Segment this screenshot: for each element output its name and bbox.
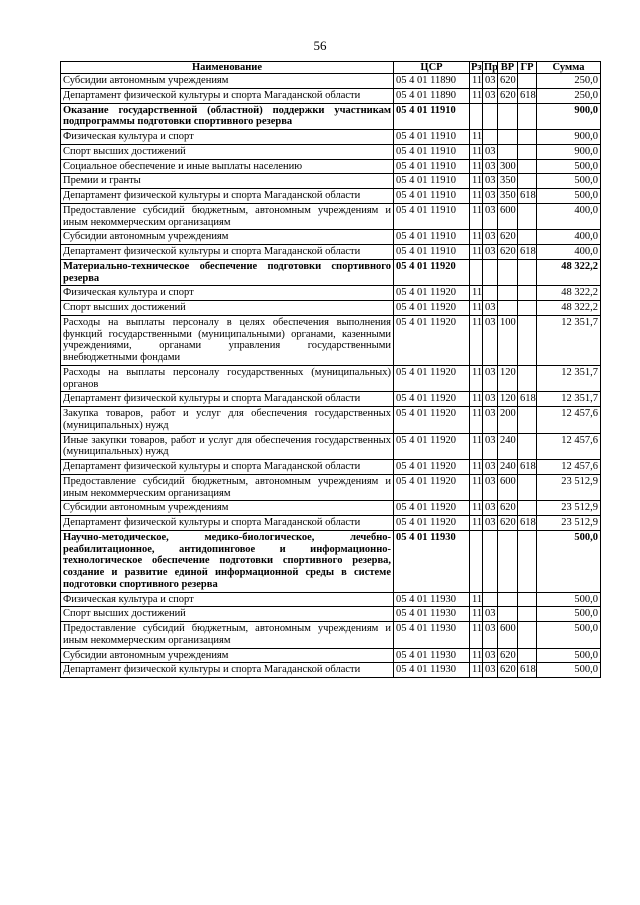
cell-sum: 12 457,6 xyxy=(537,407,601,434)
cell-gr xyxy=(518,259,537,286)
cell-name: Материально-техническое обеспечение подготовки спортивного резерва xyxy=(61,259,394,286)
table-row xyxy=(61,259,601,286)
cell-vr: 620 xyxy=(498,648,518,663)
budget-table xyxy=(60,61,601,678)
cell-gr xyxy=(518,286,537,301)
cell-sum: 12 351,7 xyxy=(537,315,601,365)
cell-csr: 05 4 01 11930 xyxy=(394,530,470,592)
cell-pr: 03 xyxy=(483,88,498,103)
cell-gr xyxy=(518,501,537,516)
cell-gr xyxy=(518,474,537,501)
cell-rz: 11 xyxy=(470,516,483,531)
cell-vr: 600 xyxy=(498,474,518,501)
cell-gr xyxy=(518,530,537,592)
cell-gr xyxy=(518,407,537,434)
cell-sum: 23 512,9 xyxy=(537,516,601,531)
cell-vr: 620 xyxy=(498,74,518,89)
cell-name: Департамент физической культуры и спорта Магаданской области xyxy=(61,392,394,407)
cell-name: Премии и гранты xyxy=(61,174,394,189)
cell-rz: 11 xyxy=(470,159,483,174)
cell-rz xyxy=(470,103,483,130)
table-row xyxy=(61,663,601,678)
table-row xyxy=(61,474,601,501)
cell-gr: 618 xyxy=(518,189,537,204)
cell-rz: 11 xyxy=(470,648,483,663)
cell-rz: 11 xyxy=(470,433,483,460)
cell-pr: 03 xyxy=(483,392,498,407)
cell-vr: 620 xyxy=(498,245,518,260)
cell-rz: 11 xyxy=(470,144,483,159)
cell-csr: 05 4 01 11920 xyxy=(394,301,470,316)
cell-name: Физическая культура и спорт xyxy=(61,592,394,607)
cell-gr: 618 xyxy=(518,663,537,678)
cell-gr xyxy=(518,301,537,316)
cell-csr: 05 4 01 11930 xyxy=(394,592,470,607)
table-row xyxy=(61,174,601,189)
cell-csr: 05 4 01 11920 xyxy=(394,259,470,286)
cell-csr: 05 4 01 11910 xyxy=(394,159,470,174)
cell-sum: 12 351,7 xyxy=(537,365,601,392)
cell-rz: 11 xyxy=(470,245,483,260)
cell-rz: 11 xyxy=(470,315,483,365)
cell-name: Предоставление субсидий бюджетным, автономным учреждениям и иным некоммерческим организациям xyxy=(61,474,394,501)
cell-vr: 240 xyxy=(498,433,518,460)
cell-sum: 250,0 xyxy=(537,74,601,89)
cell-vr: 350 xyxy=(498,174,518,189)
cell-csr: 05 4 01 11930 xyxy=(394,607,470,622)
table-row xyxy=(61,530,601,592)
cell-pr: 03 xyxy=(483,174,498,189)
cell-vr: 100 xyxy=(498,315,518,365)
cell-vr: 620 xyxy=(498,516,518,531)
header-csr: ЦСР xyxy=(394,62,470,74)
cell-name: Предоставление субсидий бюджетным, автономным учреждениям и иным некоммерческим организациям xyxy=(61,622,394,649)
cell-gr xyxy=(518,315,537,365)
cell-vr: 600 xyxy=(498,203,518,230)
cell-rz: 11 xyxy=(470,607,483,622)
cell-vr xyxy=(498,103,518,130)
cell-pr: 03 xyxy=(483,433,498,460)
cell-rz xyxy=(470,530,483,592)
cell-gr: 618 xyxy=(518,88,537,103)
cell-pr: 03 xyxy=(483,189,498,204)
cell-gr: 618 xyxy=(518,516,537,531)
cell-csr: 05 4 01 11920 xyxy=(394,501,470,516)
cell-pr: 03 xyxy=(483,407,498,434)
table-row xyxy=(61,607,601,622)
header-gr: ГР xyxy=(518,62,537,74)
cell-vr: 620 xyxy=(498,663,518,678)
cell-vr: 620 xyxy=(498,501,518,516)
cell-pr: 03 xyxy=(483,516,498,531)
cell-name: Расходы на выплаты персоналу в целях обеспечения выполнения функций государственными (муниципальными) органами, казенными учреждениями, органами управления государственными внебюджетными фондами xyxy=(61,315,394,365)
header-sum: Сумма xyxy=(537,62,601,74)
cell-gr xyxy=(518,433,537,460)
cell-rz: 11 xyxy=(470,301,483,316)
cell-csr: 05 4 01 11890 xyxy=(394,74,470,89)
cell-gr: 618 xyxy=(518,392,537,407)
cell-sum: 23 512,9 xyxy=(537,474,601,501)
cell-sum: 48 322,2 xyxy=(537,301,601,316)
cell-gr: 618 xyxy=(518,245,537,260)
cell-csr: 05 4 01 11920 xyxy=(394,407,470,434)
cell-vr xyxy=(498,592,518,607)
table-row xyxy=(61,392,601,407)
cell-name: Спорт высших достижений xyxy=(61,144,394,159)
cell-pr: 03 xyxy=(483,315,498,365)
cell-rz: 11 xyxy=(470,88,483,103)
table-row xyxy=(61,301,601,316)
cell-rz: 11 xyxy=(470,174,483,189)
table-row xyxy=(61,648,601,663)
cell-csr: 05 4 01 11920 xyxy=(394,433,470,460)
cell-csr: 05 4 01 11910 xyxy=(394,130,470,145)
cell-csr: 05 4 01 11930 xyxy=(394,648,470,663)
cell-pr: 03 xyxy=(483,230,498,245)
cell-gr xyxy=(518,130,537,145)
cell-pr xyxy=(483,286,498,301)
cell-name: Иные закупки товаров, работ и услуг для обеспечения государственных (муниципальных) нужд xyxy=(61,433,394,460)
cell-name: Субсидии автономным учреждениям xyxy=(61,230,394,245)
cell-rz: 11 xyxy=(470,407,483,434)
table-row xyxy=(61,103,601,130)
cell-pr: 03 xyxy=(483,663,498,678)
cell-sum: 500,0 xyxy=(537,622,601,649)
cell-pr: 03 xyxy=(483,74,498,89)
cell-csr: 05 4 01 11890 xyxy=(394,88,470,103)
cell-gr xyxy=(518,365,537,392)
table-row xyxy=(61,286,601,301)
cell-vr xyxy=(498,607,518,622)
cell-pr: 03 xyxy=(483,365,498,392)
cell-vr: 620 xyxy=(498,88,518,103)
cell-csr: 05 4 01 11910 xyxy=(394,189,470,204)
cell-name: Департамент физической культуры и спорта Магаданской области xyxy=(61,663,394,678)
cell-vr xyxy=(498,301,518,316)
cell-sum: 400,0 xyxy=(537,203,601,230)
cell-gr xyxy=(518,174,537,189)
cell-csr: 05 4 01 11920 xyxy=(394,474,470,501)
cell-rz: 11 xyxy=(470,592,483,607)
cell-csr: 05 4 01 11910 xyxy=(394,230,470,245)
table-row xyxy=(61,74,601,89)
cell-rz: 11 xyxy=(470,663,483,678)
header-name: Наименование xyxy=(61,62,394,74)
cell-csr: 05 4 01 11910 xyxy=(394,203,470,230)
cell-name: Департамент физической культуры и спорта Магаданской области xyxy=(61,460,394,475)
cell-name: Физическая культура и спорт xyxy=(61,286,394,301)
cell-name: Департамент физической культуры и спорта Магаданской области xyxy=(61,189,394,204)
table-row xyxy=(61,501,601,516)
cell-csr: 05 4 01 11920 xyxy=(394,286,470,301)
cell-name: Субсидии автономным учреждениям xyxy=(61,501,394,516)
cell-sum: 900,0 xyxy=(537,144,601,159)
cell-name: Спорт высших достижений xyxy=(61,607,394,622)
cell-csr: 05 4 01 11920 xyxy=(394,516,470,531)
cell-sum: 12 457,6 xyxy=(537,433,601,460)
cell-rz: 11 xyxy=(470,365,483,392)
cell-pr: 03 xyxy=(483,607,498,622)
cell-name: Спорт высших достижений xyxy=(61,301,394,316)
cell-vr xyxy=(498,130,518,145)
cell-name: Закупка товаров, работ и услуг для обеспечения государственных (муниципальных) нужд xyxy=(61,407,394,434)
cell-csr: 05 4 01 11910 xyxy=(394,174,470,189)
cell-sum: 48 322,2 xyxy=(537,286,601,301)
cell-rz: 11 xyxy=(470,392,483,407)
cell-gr xyxy=(518,230,537,245)
cell-gr xyxy=(518,607,537,622)
cell-csr: 05 4 01 11920 xyxy=(394,315,470,365)
cell-sum: 400,0 xyxy=(537,245,601,260)
cell-vr xyxy=(498,286,518,301)
cell-vr xyxy=(498,144,518,159)
table-row xyxy=(61,230,601,245)
cell-sum: 250,0 xyxy=(537,88,601,103)
cell-pr: 03 xyxy=(483,144,498,159)
cell-csr: 05 4 01 11910 xyxy=(394,103,470,130)
cell-csr: 05 4 01 11910 xyxy=(394,144,470,159)
cell-gr xyxy=(518,622,537,649)
cell-sum: 900,0 xyxy=(537,130,601,145)
table-row xyxy=(61,245,601,260)
cell-rz: 11 xyxy=(470,189,483,204)
cell-rz: 11 xyxy=(470,130,483,145)
cell-rz: 11 xyxy=(470,286,483,301)
cell-sum: 500,0 xyxy=(537,530,601,592)
cell-pr xyxy=(483,259,498,286)
cell-rz: 11 xyxy=(470,622,483,649)
cell-rz: 11 xyxy=(470,230,483,245)
cell-pr xyxy=(483,592,498,607)
cell-sum: 500,0 xyxy=(537,607,601,622)
cell-rz: 11 xyxy=(470,203,483,230)
cell-sum: 23 512,9 xyxy=(537,501,601,516)
cell-pr: 03 xyxy=(483,460,498,475)
header-pr: Пр xyxy=(484,62,499,73)
cell-gr xyxy=(518,203,537,230)
cell-csr: 05 4 01 11930 xyxy=(394,663,470,678)
table-body xyxy=(61,74,601,678)
cell-vr: 200 xyxy=(498,407,518,434)
table-row xyxy=(61,144,601,159)
cell-csr: 05 4 01 11920 xyxy=(394,365,470,392)
cell-name: Департамент физической культуры и спорта Магаданской области xyxy=(61,245,394,260)
cell-pr xyxy=(483,530,498,592)
cell-vr: 240 xyxy=(498,460,518,475)
cell-csr: 05 4 01 11930 xyxy=(394,622,470,649)
cell-rz: 11 xyxy=(470,501,483,516)
cell-sum: 500,0 xyxy=(537,189,601,204)
cell-name: Департамент физической культуры и спорта Магаданской области xyxy=(61,516,394,531)
cell-csr: 05 4 01 11920 xyxy=(394,460,470,475)
page-number: 56 xyxy=(313,38,327,53)
cell-pr xyxy=(483,103,498,130)
cell-sum: 500,0 xyxy=(537,159,601,174)
cell-vr xyxy=(498,530,518,592)
cell-sum: 500,0 xyxy=(537,663,601,678)
table-row xyxy=(61,365,601,392)
table-row xyxy=(61,88,601,103)
cell-name: Социальное обеспечение и иные выплаты населению xyxy=(61,159,394,174)
cell-sum: 12 351,7 xyxy=(537,392,601,407)
cell-vr: 350 xyxy=(498,189,518,204)
cell-vr xyxy=(498,259,518,286)
table-row xyxy=(61,622,601,649)
cell-pr: 03 xyxy=(483,474,498,501)
cell-sum: 400,0 xyxy=(537,230,601,245)
cell-pr: 03 xyxy=(483,203,498,230)
cell-gr xyxy=(518,103,537,130)
cell-pr: 03 xyxy=(483,648,498,663)
cell-pr xyxy=(483,130,498,145)
table-row xyxy=(61,460,601,475)
cell-vr: 620 xyxy=(498,230,518,245)
cell-name: Научно-методическое, медико-биологическое, лечебно-реабилитационное, антидопинговое и информационно-технологическое обеспечение подготовки спортивного резерва, создание и развитие единой информационной среды в системе подготовки спортивного резерва xyxy=(61,530,394,592)
table-row xyxy=(61,516,601,531)
table-row xyxy=(61,315,601,365)
cell-rz: 11 xyxy=(470,474,483,501)
cell-rz xyxy=(470,259,483,286)
table-row xyxy=(61,159,601,174)
table-header-row xyxy=(61,62,601,74)
cell-name: Субсидии автономным учреждениям xyxy=(61,74,394,89)
cell-rz: 11 xyxy=(470,460,483,475)
cell-sum: 12 457,6 xyxy=(537,460,601,475)
cell-gr xyxy=(518,159,537,174)
cell-gr: 618 xyxy=(518,460,537,475)
cell-pr: 03 xyxy=(483,622,498,649)
cell-vr: 600 xyxy=(498,622,518,649)
table-row xyxy=(61,592,601,607)
table-row xyxy=(61,189,601,204)
cell-pr: 03 xyxy=(483,301,498,316)
cell-vr: 120 xyxy=(498,392,518,407)
cell-sum: 900,0 xyxy=(537,103,601,130)
cell-gr xyxy=(518,144,537,159)
cell-name: Предоставление субсидий бюджетным, автономным учреждениям и иным некоммерческим организациям xyxy=(61,203,394,230)
cell-gr xyxy=(518,74,537,89)
cell-csr: 05 4 01 11910 xyxy=(394,245,470,260)
table-row xyxy=(61,130,601,145)
cell-rz: 11 xyxy=(470,74,483,89)
cell-pr: 03 xyxy=(483,501,498,516)
cell-gr xyxy=(518,648,537,663)
header-rz: Рз xyxy=(471,62,482,73)
header-vr: ВР xyxy=(498,62,518,74)
cell-pr: 03 xyxy=(483,245,498,260)
table-row xyxy=(61,433,601,460)
cell-name: Департамент физической культуры и спорта Магаданской области xyxy=(61,88,394,103)
cell-vr: 120 xyxy=(498,365,518,392)
cell-sum: 500,0 xyxy=(537,648,601,663)
cell-name: Расходы на выплаты персоналу государственных (муниципальных) органов xyxy=(61,365,394,392)
cell-csr: 05 4 01 11920 xyxy=(394,392,470,407)
cell-sum: 500,0 xyxy=(537,174,601,189)
cell-gr xyxy=(518,592,537,607)
table-row xyxy=(61,407,601,434)
cell-name: Оказание государственной (областной) поддержки участникам подпрограммы подготовки спортивного резерва xyxy=(61,103,394,130)
table-row xyxy=(61,203,601,230)
cell-sum: 500,0 xyxy=(537,592,601,607)
cell-name: Субсидии автономным учреждениям xyxy=(61,648,394,663)
cell-sum: 48 322,2 xyxy=(537,259,601,286)
cell-pr: 03 xyxy=(483,159,498,174)
cell-name: Физическая культура и спорт xyxy=(61,130,394,145)
cell-vr: 300 xyxy=(498,159,518,174)
